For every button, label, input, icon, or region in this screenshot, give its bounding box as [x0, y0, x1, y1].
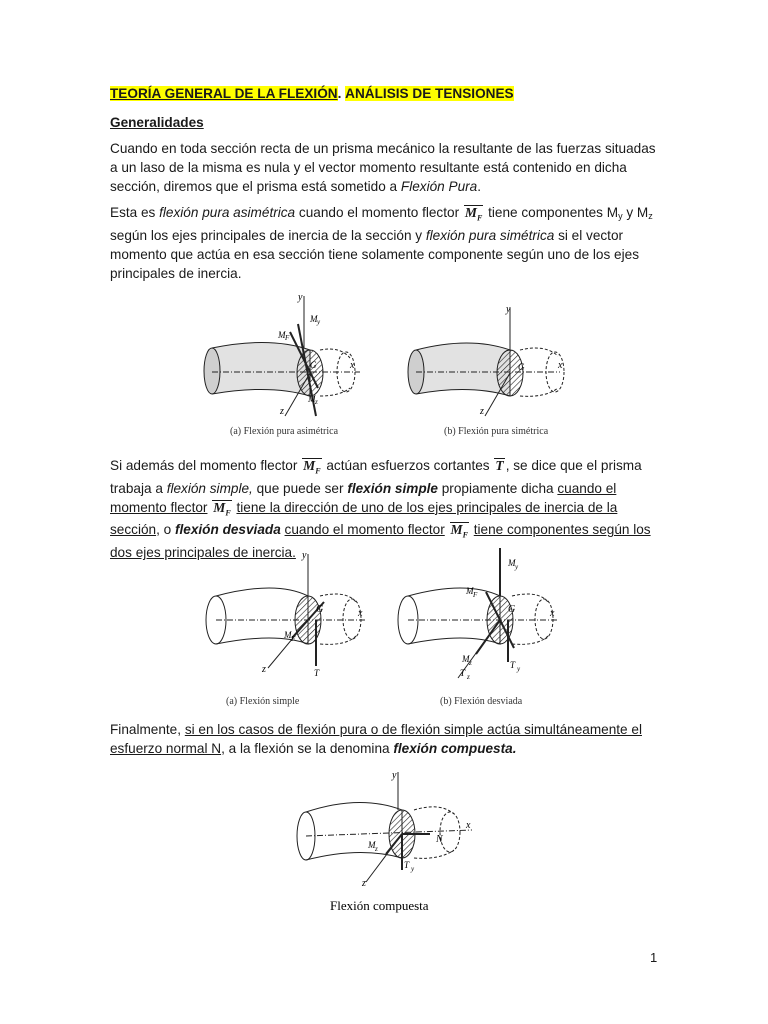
svg-text:M: M: [508, 558, 516, 568]
p1-italic: Flexión Pura: [400, 179, 478, 194]
svg-text:G: G: [316, 604, 324, 615]
p2-a: Esta es: [110, 205, 160, 220]
page-title: [110, 84, 662, 103]
svg-text:y: y: [517, 665, 521, 673]
fig1-caption-a: (a) Flexión pura asimétrica: [230, 426, 339, 437]
p3-c: , se dice que el prisma trabaja a: [110, 458, 642, 496]
svg-text:T: T: [404, 860, 410, 870]
svg-text:y: y: [317, 318, 321, 326]
svg-text:y: y: [302, 550, 307, 561]
p3-underline-2: tiene la dirección de uno de los ejes principales de inercia de la sección: [110, 499, 618, 538]
p3-bold-italic-2: flexión desviada: [174, 522, 281, 538]
p3-bold-italic-1: flexión simple: [347, 480, 438, 496]
figure-1-illustration: [200, 288, 575, 440]
p4-bold-italic: flexión compuesta.: [393, 741, 517, 756]
fig1-caption-b: (b) Flexión pura simétrica: [444, 426, 549, 437]
p2-e: y M: [622, 205, 649, 220]
p1-text: Cuando en toda sección recta de un prisma mecánico la resultante de las fuerzas situadas a un laso de la misma es nula y el vector momento resultante está contenido en dicha sección, diremos que el prisma está sometido a: [110, 141, 656, 194]
vector-mf-2: $M_F$: [302, 458, 321, 479]
svg-text:M: M: [308, 394, 316, 404]
svg-text:z: z: [480, 406, 484, 417]
p3-j: , o: [156, 522, 175, 538]
p3-underline-1: cuando el momento flector: [110, 480, 617, 515]
p3-g: propiamente dicha: [437, 480, 558, 496]
figure-simple-bending: [196, 544, 581, 712]
svg-text:y: y: [506, 304, 511, 315]
p3-underline-4: tiene componentes según los dos ejes principales de inercia.: [110, 522, 651, 561]
svg-text:G: G: [310, 360, 317, 370]
sub-y: y: [618, 211, 623, 221]
p4-a: Finalmente,: [110, 722, 185, 737]
svg-text:M: M: [310, 314, 318, 324]
svg-text:x: x: [466, 820, 471, 831]
figure-compound-bending: [290, 766, 490, 918]
fig3-caption: Flexión compuesta: [330, 898, 429, 913]
figure-pure-bending: [200, 288, 575, 440]
paragraph-1: [110, 139, 662, 196]
svg-text:T: T: [510, 660, 516, 670]
fig2-caption-a: (a) Flexión simple: [226, 696, 300, 707]
vector-t: T: [495, 458, 504, 473]
vector-mf-3: $M_F$: [212, 500, 231, 521]
p3-italic: flexión simple,: [166, 480, 253, 496]
svg-text:z: z: [375, 845, 378, 853]
svg-text:x: x: [350, 360, 355, 371]
figure-3-illustration: [290, 766, 490, 918]
title-part-1: TEORÍA GENERAL DE LA FLEXIÓN: [110, 86, 338, 101]
svg-text:M: M: [278, 330, 286, 340]
svg-text:T: T: [460, 668, 466, 678]
sub-z: z: [648, 211, 653, 221]
svg-text:z: z: [262, 664, 266, 675]
paragraph-4: [110, 720, 662, 758]
section-heading: Generalidades: [110, 115, 204, 130]
svg-text:M: M: [284, 630, 292, 640]
p2-d: tiene componentes M: [484, 205, 619, 220]
p4-c: , a la flexión se la denomina: [221, 741, 394, 756]
vector-mf-4: $M_F$: [450, 522, 469, 543]
svg-text:z: z: [315, 398, 318, 406]
svg-text:x: x: [558, 360, 563, 371]
svg-text:G: G: [518, 362, 525, 372]
p2-italic-2: flexión pura simétrica: [425, 228, 555, 243]
svg-text:F: F: [291, 635, 296, 643]
p2-c: cuando el momento flector: [295, 205, 463, 220]
svg-text:M: M: [466, 586, 474, 596]
svg-text:y: y: [392, 770, 397, 781]
p2-italic-1: flexión pura asimétrica: [159, 205, 296, 220]
p3-b: actúan esfuerzos cortantes: [322, 458, 494, 473]
svg-text:x: x: [358, 608, 363, 619]
svg-text:z: z: [469, 659, 472, 667]
svg-text:z: z: [467, 673, 470, 681]
vector-mf: $M_F$: [464, 205, 483, 226]
p3-a: Si además del momento flector: [110, 458, 302, 473]
svg-text:N: N: [436, 834, 443, 845]
svg-text:M: M: [462, 654, 470, 664]
svg-text:G: G: [508, 604, 516, 615]
p3-underline-3: cuando el momento flector: [284, 522, 445, 538]
svg-text:M: M: [368, 840, 376, 850]
svg-text:z: z: [362, 878, 366, 889]
p2-h: si el vector momento que actúa en esa sección tiene solamente componente según uno de los ejes principales de inercia.: [110, 228, 639, 281]
figure-2-illustration: [196, 544, 581, 712]
paragraph-2: [110, 203, 662, 283]
svg-text:x: x: [550, 608, 555, 619]
p2-f: según los ejes principales de inercia de la sección y: [110, 228, 426, 243]
p1-end: .: [477, 179, 481, 194]
p3-e: que puede ser: [252, 480, 348, 496]
svg-text:z: z: [280, 406, 284, 417]
svg-text:y: y: [515, 563, 519, 571]
svg-text:F: F: [285, 334, 290, 342]
p4-underline: si en los casos de flexión pura o de flexión simple actúa simultáneamente el esfuerzo normal N: [110, 722, 642, 756]
title-separator: .: [337, 86, 342, 101]
fig2-caption-b: (b) Flexión desviada: [440, 696, 523, 707]
svg-text:y: y: [298, 292, 303, 303]
title-part-2: ANÁLISIS DE TENSIONES: [345, 86, 514, 101]
svg-text:F: F: [473, 591, 478, 599]
svg-text:y: y: [411, 865, 415, 873]
svg-text:T: T: [314, 668, 320, 678]
page-number: 1: [650, 950, 658, 965]
